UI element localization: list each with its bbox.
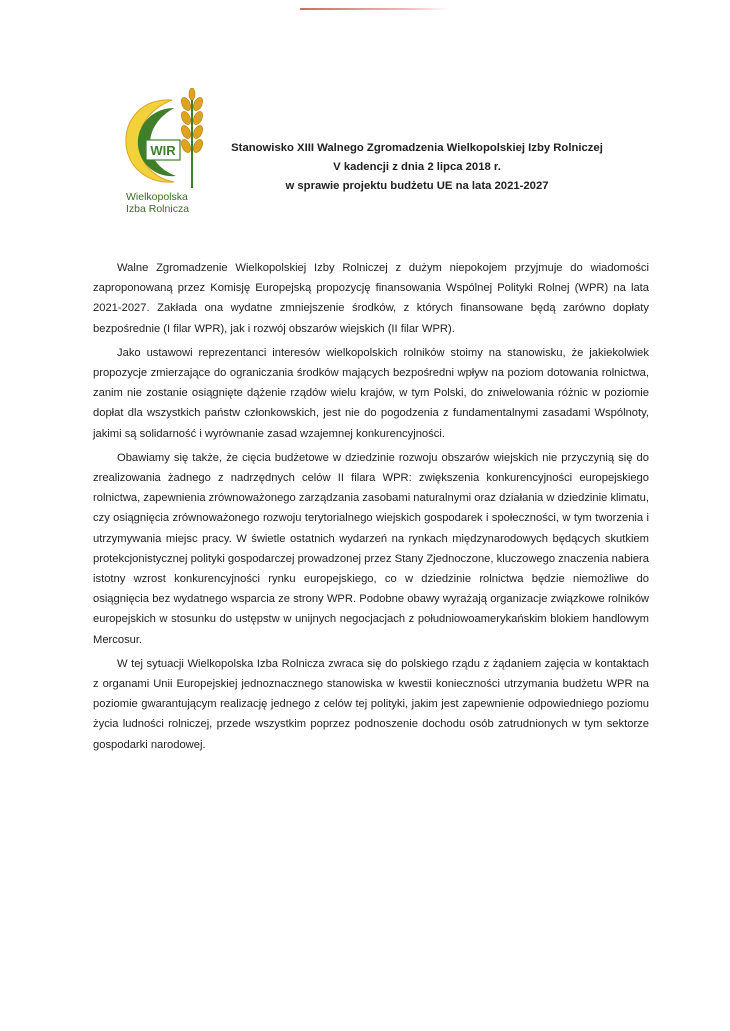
scan-mark-line <box>300 8 450 10</box>
document-heading <box>222 139 612 196</box>
logo-caption <box>106 191 236 215</box>
document-body <box>93 258 649 759</box>
paragraph-1: Walne Zgromadzenie Wielkopolskiej Izby Rolniczej z dużym niepokojem przyjmuje do wiadomości zaproponowaną przez Komisję Europejską propozycję finansowania Wspólnej Polityki Rolnej (WPR) na lata 2021-2027. Zakłada ona wydatne zmniejszenie środków, z których finansowane będą zarówno dopłaty bezpośrednie (I filar WPR), jak i rozwój obszarów wiejskich (II filar WPR). <box>93 262 649 335</box>
organization-logo <box>106 88 216 222</box>
logo-name-line1: Wielkopolska <box>126 191 188 203</box>
paragraph-4: W tej sytuacji Wielkopolska Izba Rolnicza zwraca się do polskiego rządu z żądaniem zajęcia w kontaktach z organami Unii Europejskiej jednoznacznego stanowiska w kwestii konieczności utrzymania budżetu WPR na poziomie gwarantującym realizację jednego z celów tej polityki, jakim jest zapewnienie odpowiedniego poziomu życia ludności rolniczej, przede wszystkim poprzez podnoszenie dochodu osób zatrudnionych w tym sektorze gospodarki narodowej. <box>93 657 649 751</box>
wheat-logo-icon <box>112 88 212 192</box>
paragraph-3: Obawiamy się także, że cięcia budżetowe w dziedzinie rozwoju obszarów wiejskich nie przyczynią się do zrealizowania żadnego z nadrzędnych celów II filara WPR: zwiększenia konkurencyjności europejskiego rolnictwa, zapewnienia zrównoważonego zarządzania zasobami naturalnymi oraz działania w dziedzinie klimatu, czy osiągnięcia zrównoważonego rozwoju terytorialnego wiejskich gospodarek i społeczności, w tym tworzenia i utrzymywania miejsc pracy. W świetle ostatnich wydarzeń na rynkach międzynarodowych będących skutkiem protekcjonistycznej polityki gospodarczej prowadzonej przez Stany Zjednoczone, kluczowego znaczenia nabiera istotny wzrost konkurencyjności rynku europejskiego, co w dziedzinie rolnictwa będzie niemożliwe do osiągnięcia bez wydatnego wsparcia ze strony WPR. Podobne obawy wyrażają organizacje związkowe rolników europejskich w stosunku do ustępstw w unijnych negocjacjach z południowoamerykańskim blokiem handlowym Mercosur. <box>93 451 649 646</box>
heading-line2: V kadencji z dnia 2 lipca 2018 r. <box>333 161 501 173</box>
paragraph-2: Jako ustawowi reprezentanci interesów wielkopolskich rolników stoimy na stanowisku, że jakiekolwiek propozycje zmierzające do ograniczania środków mających bezpośredni wpływ na poziom dotowania rolnictwa, zanim nie zostanie osiągnięte dążenie rządów wielu krajów, w tym Polski, do zniwelowania różnic w poziomie dopłat dla wszystkich państw członkowskich, jest nie do pogodzenia z fundamentalnymi zasadami Wspólnoty, jakimi są solidarność i wyrównanie zasad wzajemnej konkurencyjności. <box>93 346 649 440</box>
heading-line1: Stanowisko XIII Walnego Zgromadzenia Wielkopolskiej Izby Rolniczej <box>231 142 603 154</box>
logo-monogram: WIR <box>150 143 176 158</box>
heading-line3: w sprawie projektu budżetu UE na lata 2021-2027 <box>285 180 549 192</box>
logo-name-line2: Izba Rolnicza <box>126 203 190 215</box>
